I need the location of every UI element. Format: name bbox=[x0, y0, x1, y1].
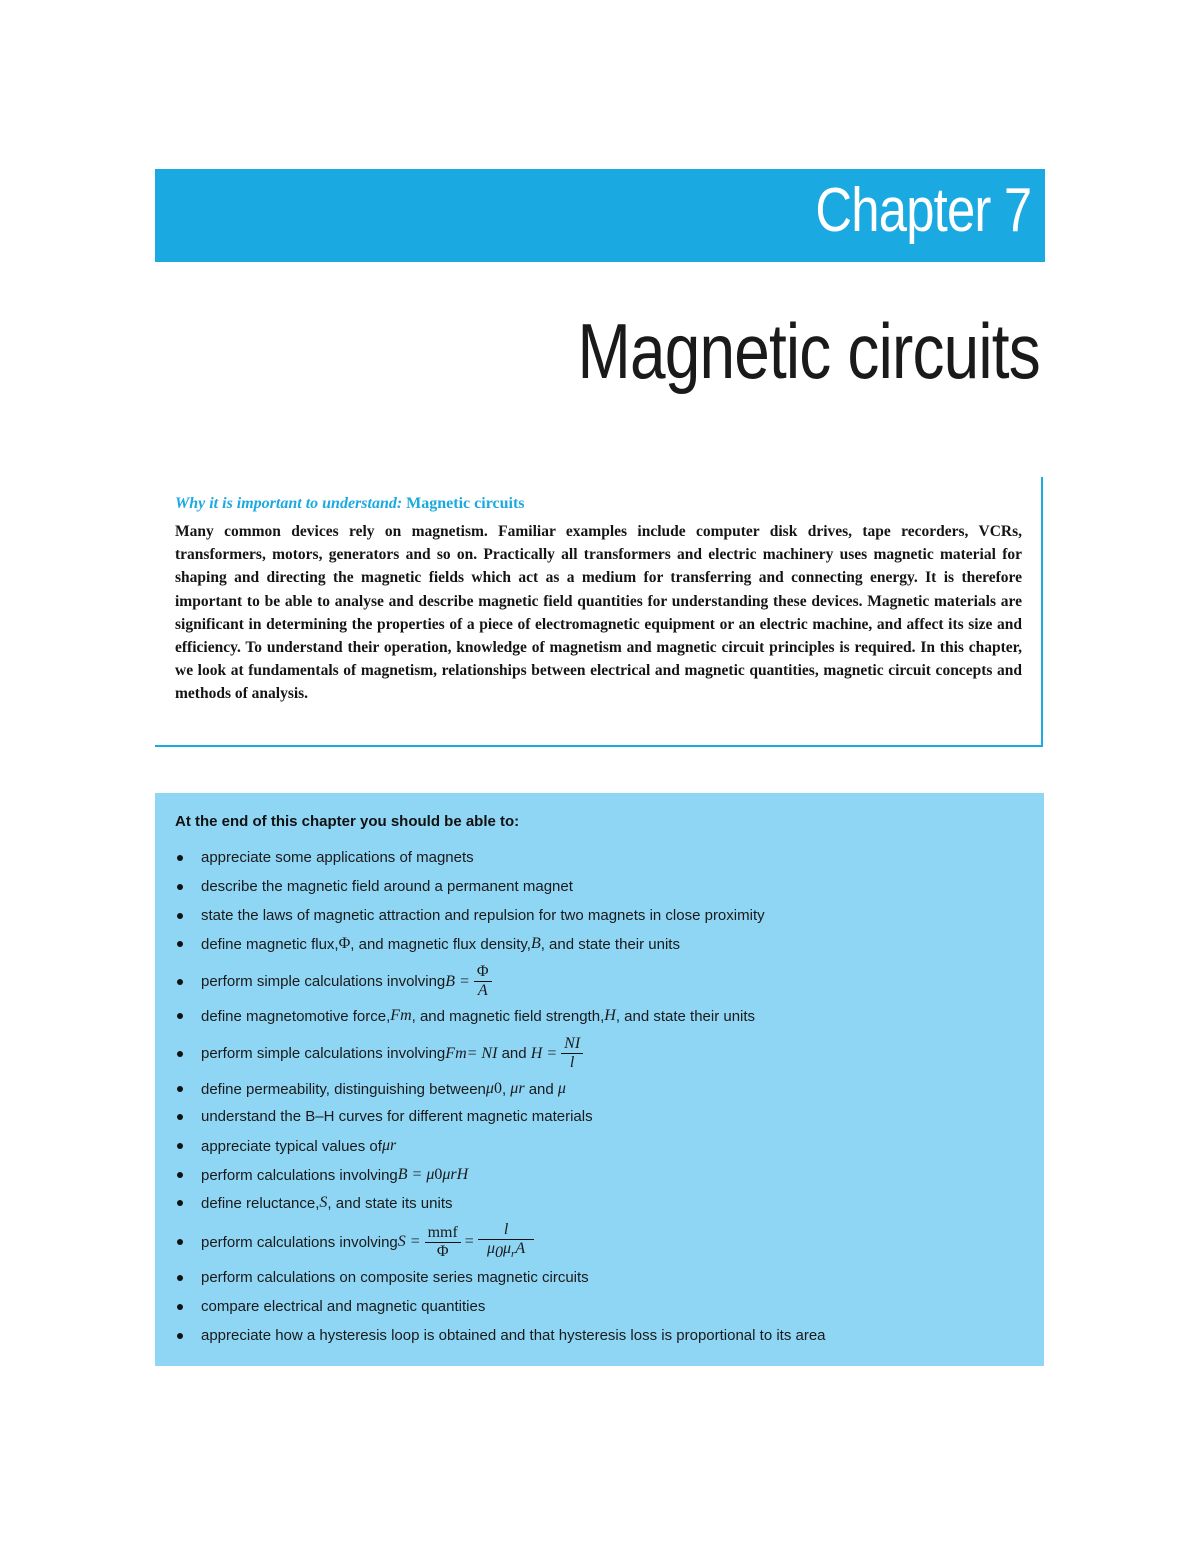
objective-text: , bbox=[501, 1080, 511, 1098]
objective-item bbox=[177, 935, 1027, 953]
objective-item bbox=[177, 849, 1027, 866]
objective-item bbox=[177, 1298, 1027, 1315]
objective-text: compare electrical and magnetic quantities bbox=[201, 1298, 486, 1315]
objective-text: define reluctance, bbox=[201, 1194, 320, 1212]
objectives-box bbox=[155, 793, 1044, 1366]
bullet-icon bbox=[177, 1086, 183, 1092]
symbol-mu: μ bbox=[510, 1080, 519, 1097]
fraction bbox=[474, 963, 492, 1000]
objective-text: and bbox=[497, 1045, 531, 1062]
fraction bbox=[478, 1221, 534, 1263]
objective-text: appreciate how a hysteresis loop is obtained and that hysteresis loss is proportional to its area bbox=[201, 1327, 826, 1344]
chapter-label: Chapter 7 bbox=[815, 176, 1031, 245]
fraction-denominator: A bbox=[477, 982, 488, 999]
equation-lhs: B = bbox=[445, 972, 470, 990]
chapter-band bbox=[155, 169, 1045, 262]
objective-item bbox=[177, 878, 1027, 895]
symbol-mu: μ bbox=[557, 1080, 566, 1097]
symbol-mu: μ bbox=[381, 1137, 390, 1154]
objective-text: perform calculations on composite series magnetic circuits bbox=[201, 1269, 589, 1286]
symbol-s: S bbox=[319, 1194, 328, 1211]
objective-text: state the laws of magnetic attraction and repulsion for two magnets in close proximity bbox=[201, 907, 765, 924]
bullet-icon bbox=[177, 1239, 183, 1245]
objective-text: , and magnetic field strength, bbox=[411, 1007, 605, 1025]
equation-part: B = μ bbox=[397, 1166, 435, 1183]
equation-lhs: H = bbox=[530, 1044, 558, 1062]
bullet-icon bbox=[177, 1051, 183, 1057]
equals-sign: = bbox=[464, 1233, 474, 1251]
why-body: Many common devices rely on magnetism. Familiar examples include computer disk drives, tape recorders, VCRs, transformers, motors, generators and so on. Practically all transformers and electric machinery uses magnetic material for shaping and directing the magnetic fields which act as a medium for transferring and connecting energy. It is therefore important to be able to analyse and describe magnetic field quantities for understanding these devices. Magnetic materials are significant in determining the properties of a piece of electromagnetic equipment or an electric machine, and affect its size and efficiency. To understand their operation, knowledge of magnetism and magnetic circuit principles is required. In this chapter, we look at fundamentals of magnetism, relationships between electrical and magnetic quantities, magnetic circuit concepts and methods of analysis. bbox=[175, 523, 1022, 703]
objective-text: , and magnetic flux density, bbox=[350, 935, 531, 953]
symbol-h: H bbox=[604, 1007, 616, 1024]
symbol-h: H bbox=[456, 1166, 469, 1183]
bullet-icon bbox=[177, 1172, 183, 1178]
fraction bbox=[425, 1224, 461, 1261]
symbol-subscript: m bbox=[455, 1044, 467, 1062]
why-heading-prefix: Why it is important to understand: bbox=[175, 495, 403, 512]
bullet-icon bbox=[177, 1275, 183, 1281]
objective-item bbox=[177, 1194, 1027, 1212]
objective-item bbox=[177, 1137, 1027, 1155]
objective-text: , and state their units bbox=[540, 935, 680, 953]
bullet-icon bbox=[177, 941, 183, 947]
fraction-numerator: Φ bbox=[474, 963, 492, 982]
objective-item bbox=[177, 1108, 1027, 1125]
bullet-icon bbox=[177, 855, 183, 861]
objective-item bbox=[177, 1327, 1027, 1344]
objective-text: define permeability, distinguishing between bbox=[201, 1080, 486, 1098]
why-heading-topic: Magnetic circuits bbox=[406, 495, 525, 512]
symbol-mu: μ bbox=[442, 1166, 451, 1183]
equation-lhs: S = bbox=[397, 1233, 421, 1251]
objective-item bbox=[177, 963, 1027, 1000]
objective-text: describe the magnetic field around a permanent magnet bbox=[201, 878, 573, 895]
objective-item bbox=[177, 907, 1027, 924]
objectives-heading: At the end of this chapter you should be able to: bbox=[175, 813, 520, 830]
fraction-denominator bbox=[484, 1240, 528, 1263]
fraction-numerator: l bbox=[478, 1221, 534, 1240]
objective-text: appreciate some applications of magnets bbox=[201, 849, 474, 866]
bullet-icon bbox=[177, 884, 183, 890]
objective-item bbox=[177, 1007, 1027, 1025]
symbol-subscript: 0 bbox=[493, 1080, 502, 1097]
objective-text: define magnetic flux, bbox=[201, 935, 339, 953]
symbol-subscript: 0 bbox=[495, 1244, 503, 1262]
bullet-icon bbox=[177, 1013, 183, 1019]
bullet-icon bbox=[177, 1200, 183, 1206]
bullet-icon bbox=[177, 979, 183, 985]
objective-item bbox=[177, 1166, 1027, 1184]
objective-text: perform calculations involving bbox=[201, 1233, 398, 1251]
objectives-list bbox=[155, 793, 1044, 1366]
bullet-icon bbox=[177, 1304, 183, 1310]
fraction-numerator: mmf bbox=[425, 1224, 461, 1243]
equation-part: F bbox=[445, 1044, 456, 1062]
symbol-mu: μ bbox=[503, 1240, 512, 1257]
objective-text: , and state their units bbox=[615, 1007, 756, 1025]
objective-text: understand the B–H curves for different magnetic materials bbox=[201, 1108, 593, 1125]
symbol-subscript: m bbox=[400, 1007, 412, 1024]
objective-item bbox=[177, 1221, 1027, 1263]
symbol-f: F bbox=[390, 1007, 401, 1024]
objective-text: perform simple calculations involving bbox=[201, 1045, 446, 1062]
symbol-subscript: 0 bbox=[434, 1166, 443, 1183]
objective-text: and bbox=[524, 1080, 558, 1098]
objective-text: perform calculations involving bbox=[201, 1166, 398, 1184]
bullet-icon bbox=[177, 1143, 183, 1149]
objective-item bbox=[177, 1269, 1027, 1286]
symbol-b: B bbox=[530, 935, 541, 952]
symbol-subscript: r bbox=[518, 1080, 525, 1097]
objective-text: define magnetomotive force, bbox=[201, 1007, 391, 1025]
why-heading bbox=[175, 495, 525, 513]
symbol-subscript: r bbox=[389, 1137, 397, 1154]
symbol-subscript: r bbox=[511, 1248, 516, 1261]
why-important-box bbox=[155, 477, 1043, 747]
symbol-phi: Φ bbox=[338, 935, 351, 952]
fraction bbox=[561, 1035, 583, 1072]
symbol-subscript: r bbox=[450, 1166, 457, 1183]
objective-text: perform simple calculations involving bbox=[201, 973, 446, 990]
fraction-denominator: Φ bbox=[436, 1242, 449, 1260]
equation-part: = NI bbox=[466, 1044, 498, 1062]
symbol-mu: μ bbox=[485, 1080, 494, 1097]
objective-item bbox=[177, 1035, 1027, 1072]
bullet-icon bbox=[177, 1333, 183, 1339]
symbol-a: A bbox=[515, 1240, 526, 1257]
symbol-mu: μ bbox=[486, 1240, 495, 1257]
fraction-denominator: l bbox=[569, 1054, 575, 1071]
objective-item bbox=[177, 1080, 1027, 1098]
chapter-title: Magnetic circuits bbox=[577, 307, 1040, 395]
bullet-icon bbox=[177, 913, 183, 919]
bullet-icon bbox=[177, 1114, 183, 1120]
objective-text: , and state its units bbox=[327, 1194, 453, 1212]
fraction-numerator: NI bbox=[561, 1035, 583, 1054]
objective-text: appreciate typical values of bbox=[201, 1137, 382, 1155]
